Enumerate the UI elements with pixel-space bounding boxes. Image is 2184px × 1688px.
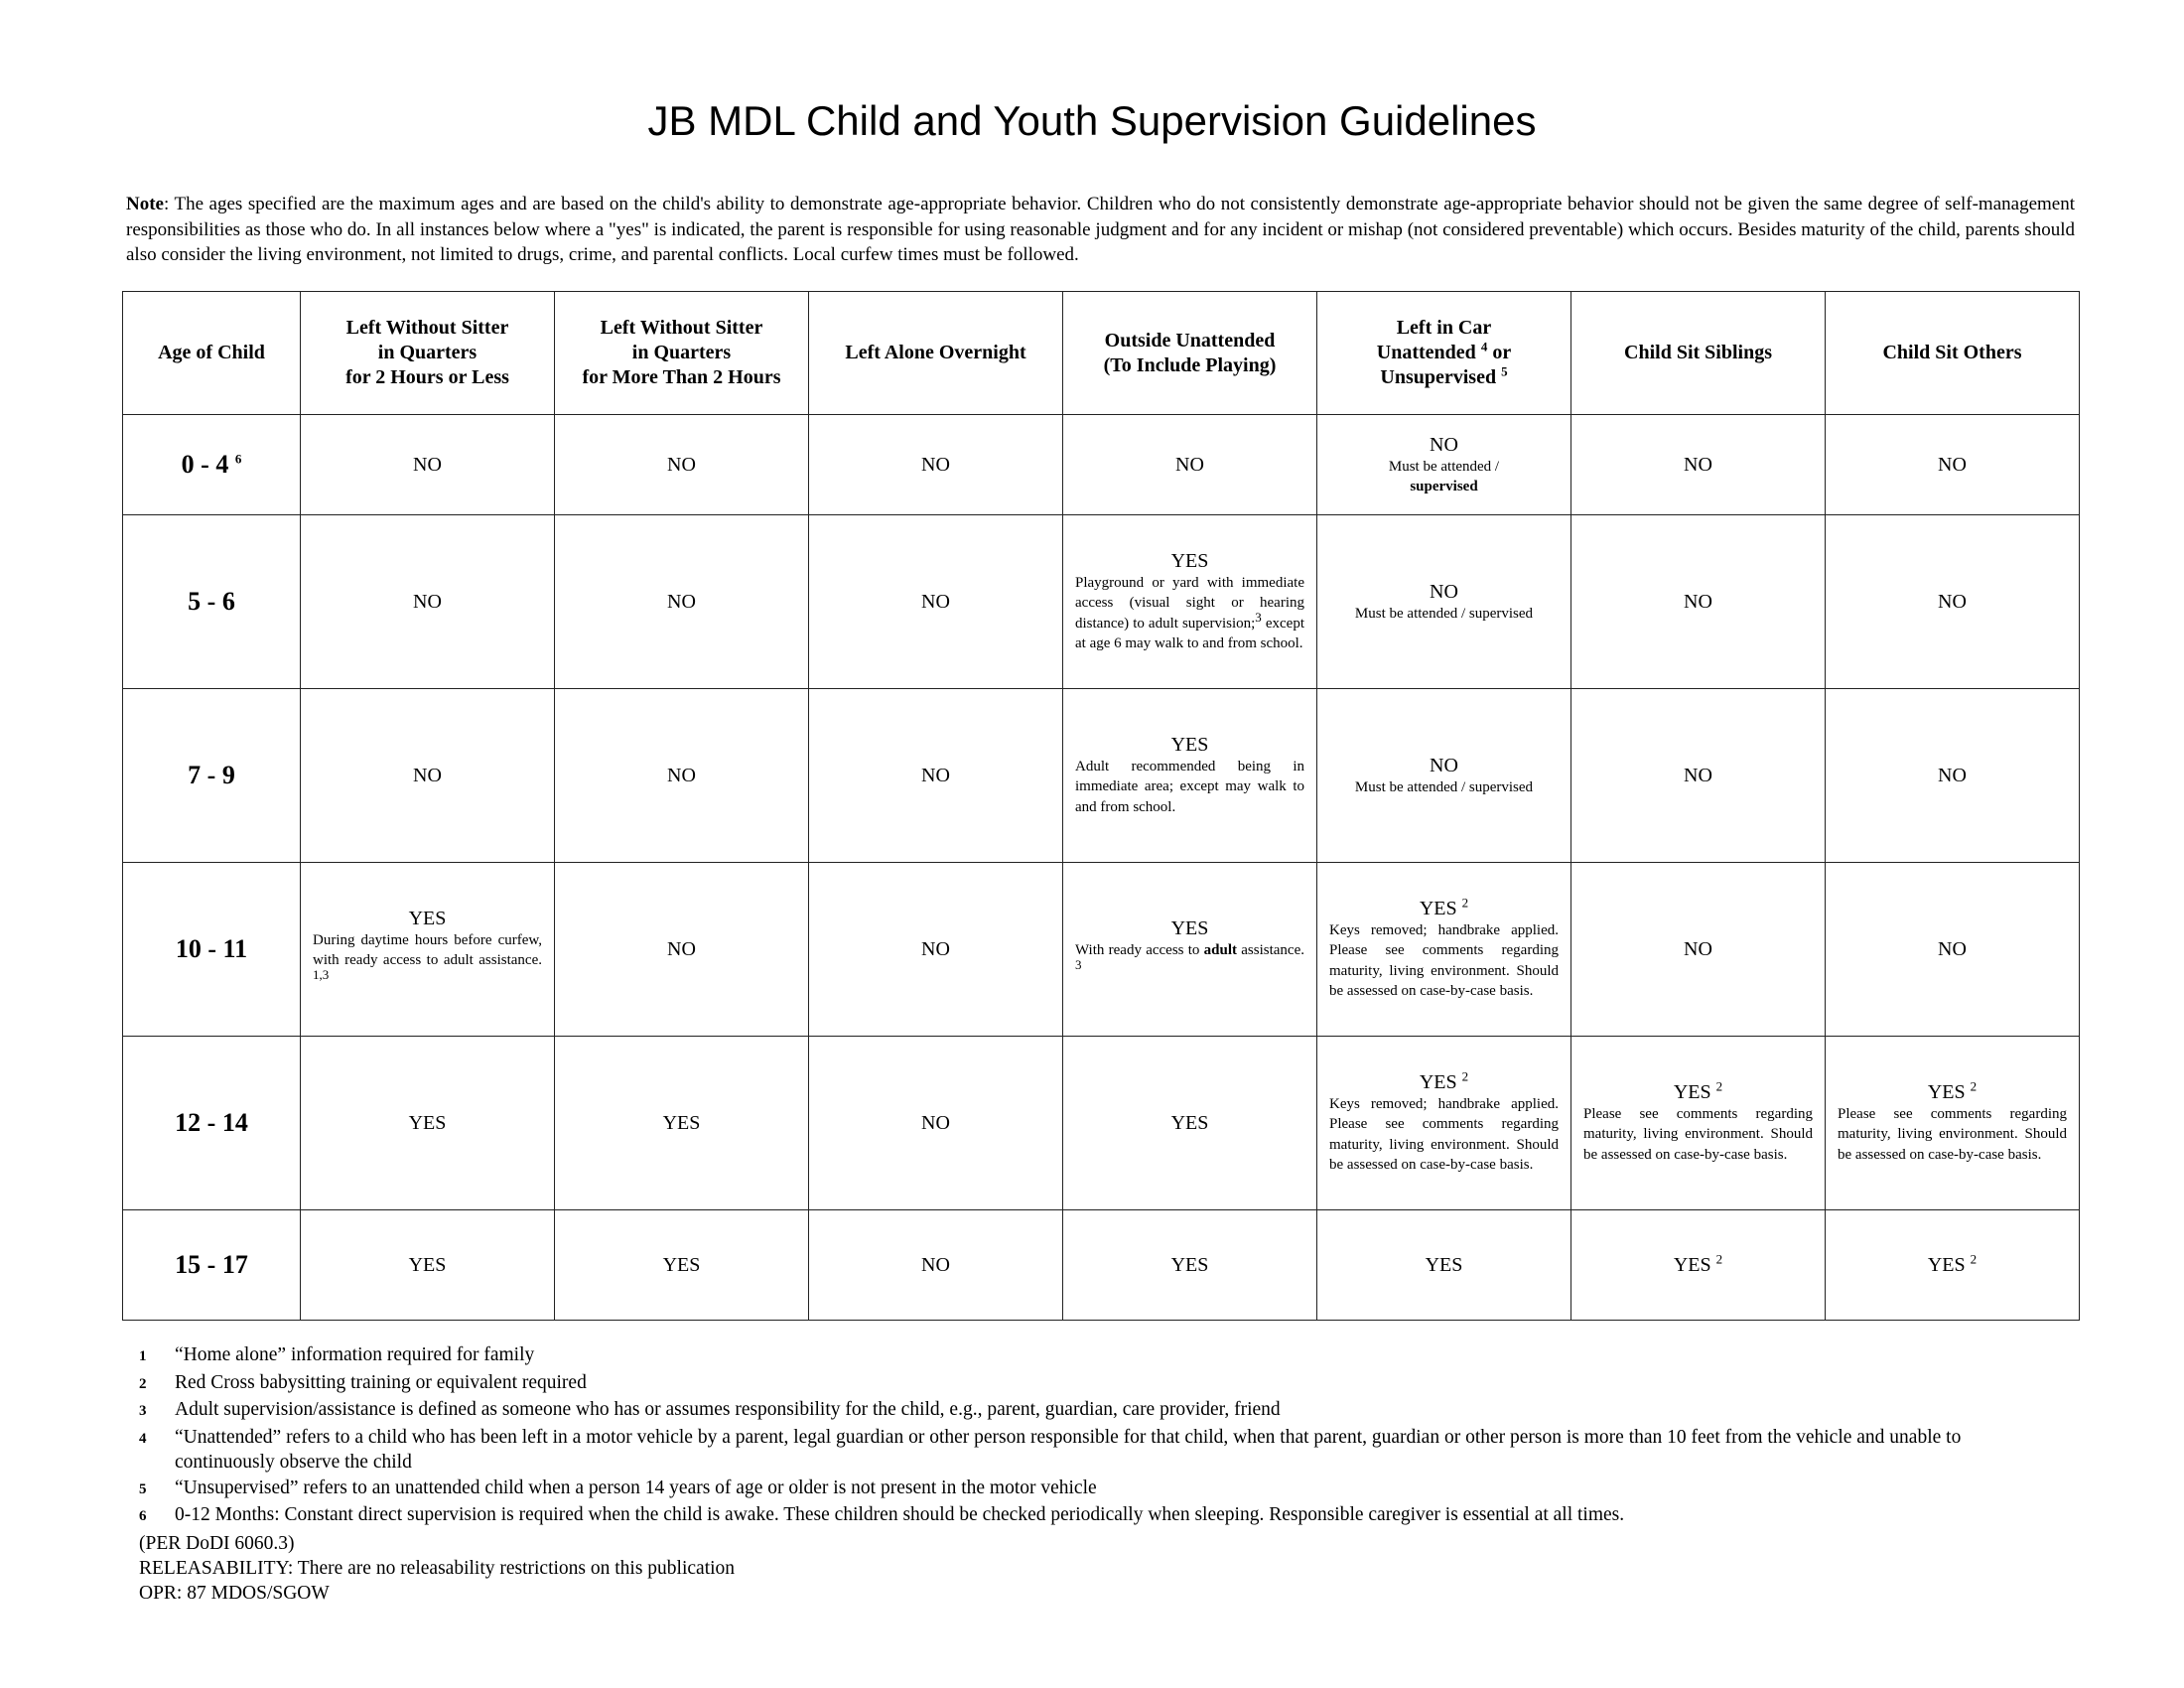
note-label: Note — [126, 194, 164, 214]
table-cell: NO — [1571, 415, 1826, 515]
table-cell: YES — [555, 1210, 809, 1321]
table-cell: NO — [555, 515, 809, 689]
footnotes — [139, 1342, 2025, 1530]
table-cell: NO — [809, 863, 1063, 1037]
table-cell: NO — [1571, 863, 1826, 1037]
table-cell: YES — [1317, 1210, 1571, 1321]
table-cell: YES $^2$ Please see comments regarding maturity, living environment. Should be assessed on case-by-case basis. — [1826, 1037, 2080, 1210]
table-cell: NO — [301, 415, 555, 515]
age-cell: 12 - 14 — [123, 1037, 301, 1210]
header-row — [123, 292, 2080, 415]
table-row — [123, 1037, 2080, 1210]
supervision-table — [122, 291, 2080, 1321]
table-cell: NO — [301, 515, 555, 689]
table-cell: YES $^2$ Please see comments regarding maturity, living environment. Should be assessed on case-by-case basis. — [1571, 1037, 1826, 1210]
age-cell: 5 - 6 — [123, 515, 301, 689]
document-footer — [139, 1531, 735, 1606]
header-left-without-sitter-2h: Left Without Sitter in Quarters for 2 Hours or Less — [301, 292, 555, 415]
table-cell: NO — [1826, 415, 2080, 515]
table-cell: YES $^2$ — [1826, 1210, 2080, 1321]
age-cell: 10 - 11 — [123, 863, 301, 1037]
table-cell: NO — [809, 515, 1063, 689]
table-cell: YES Adult recommended being in immediate area; except may walk to and from school. — [1063, 689, 1317, 863]
table-cell: YES — [301, 1037, 555, 1210]
table-cell: YES — [1063, 1210, 1317, 1321]
table-cell: YES With ready access to adult assistance. $^3$ — [1063, 863, 1317, 1037]
table-cell: YES — [301, 1210, 555, 1321]
table-cell: NO — [809, 1210, 1063, 1321]
table-row — [123, 415, 2080, 515]
table-cell: NO — [1571, 689, 1826, 863]
table-row — [123, 863, 2080, 1037]
footnote: 2 Red Cross babysitting training or equivalent required — [139, 1371, 587, 1393]
table-cell: YES — [555, 1037, 809, 1210]
header-outside-unattended: Outside Unattended (To Include Playing) — [1063, 292, 1317, 415]
footnote: 3 Adult supervision/assistance is defined as someone who has or assumes responsibility for the child, e.g., parent, guardian, care provider, friend — [139, 1399, 1281, 1420]
table-row — [123, 1210, 2080, 1321]
opr-line: OPR: 87 MDOS/SGOW — [139, 1583, 330, 1604]
table-row — [123, 689, 2080, 863]
header-left-in-car: Left in Car Unattended $^4$ or Unsupervised $^5$ — [1317, 292, 1571, 415]
table-cell: NO — [1826, 863, 2080, 1037]
table-cell: NO — [555, 689, 809, 863]
table-cell: NO — [1063, 415, 1317, 515]
header-left-without-sitter-more-2h: Left Without Sitter in Quarters for More Than 2 Hours — [555, 292, 809, 415]
table-row — [123, 515, 2080, 689]
header-age: Age of Child — [123, 292, 301, 415]
table-cell: NO — [809, 1037, 1063, 1210]
note-text: : The ages specified are the maximum ages and are based on the child's ability to demonstrate age-appropriate behavior. Children who do not consistently demonstrate age-appropriate behavior should not be given the same degree of self-management responsibilities as those who do. In all instances below where a "yes" is indicated, the parent is responsible for using reasonable judgment and for any incident or mishap (not considered preventable) which occurs. Besides maturity of the child, parents should also consider the living environment, not limited to drugs, crime, and parental conflicts. Local curfew times must be followed. — [126, 194, 2075, 265]
table-cell: NO — [1826, 515, 2080, 689]
table-cell: NO — [1571, 515, 1826, 689]
table-cell: NO Must be attended / supervised — [1317, 415, 1571, 515]
table-cell: NO — [809, 415, 1063, 515]
footnote: 4 “Unattended” refers to a child who has been left in a motor vehicle by a parent, legal guardian or other person responsible for that child, when that parent, guardian or other person is more than 10 feet from the vehicle and unable to continuously observe the child — [139, 1426, 1962, 1473]
table-cell: NO — [1826, 689, 2080, 863]
age-cell: 7 - 9 — [123, 689, 301, 863]
table-cell: NO Must be attended / supervised — [1317, 689, 1571, 863]
table-cell: YES $^2$ Keys removed; handbrake applied. Please see comments regarding maturity, living environment. Should be assessed on case-by-case basis. — [1317, 863, 1571, 1037]
table-cell: YES $^2$ Keys removed; handbrake applied. Please see comments regarding maturity, living environment. Should be assessed on case-by-case basis. — [1317, 1037, 1571, 1210]
table-cell: NO — [555, 863, 809, 1037]
age-cell: 15 - 17 — [123, 1210, 301, 1321]
table-cell: YES — [1063, 1037, 1317, 1210]
table-cell: NO — [555, 415, 809, 515]
footnote: 6 0-12 Months: Constant direct supervision is required when the child is awake. These children should be checked periodically when sleeping. Responsible caregiver is essential at all times. — [139, 1504, 1625, 1525]
table-cell: YES $^2$ — [1571, 1210, 1826, 1321]
table-cell: NO — [809, 689, 1063, 863]
header-child-sit-others: Child Sit Others — [1826, 292, 2080, 415]
footnote: 1 “Home alone” information required for family — [139, 1344, 535, 1365]
table-cell: YES Playground or yard with immediate access (visual sight or hearing distance) to adult supervision;$^3$ except at age 6 may walk to and from school. — [1063, 515, 1317, 689]
header-child-sit-siblings: Child Sit Siblings — [1571, 292, 1826, 415]
page-title: JB MDL Child and Youth Supervision Guidelines — [647, 97, 1537, 144]
table-cell: NO — [301, 689, 555, 863]
header-left-alone-overnight: Left Alone Overnight — [809, 292, 1063, 415]
table-cell: YES During daytime hours before curfew, with ready access to adult assistance. $^{1,3}$ — [301, 863, 555, 1037]
note-paragraph — [126, 192, 2075, 268]
footnote: 5 “Unsupervised” refers to an unattended child when a person 14 years of age or older is not present in the motor vehicle — [139, 1477, 1097, 1498]
per-reference: (PER DoDI 6060.3) — [139, 1533, 295, 1554]
table-cell: NO Must be attended / supervised — [1317, 515, 1571, 689]
age-cell: 0 - 4 $^6$ — [123, 415, 301, 515]
releasability-statement: RELEASABILITY: There are no releasability restrictions on this publication — [139, 1558, 736, 1579]
